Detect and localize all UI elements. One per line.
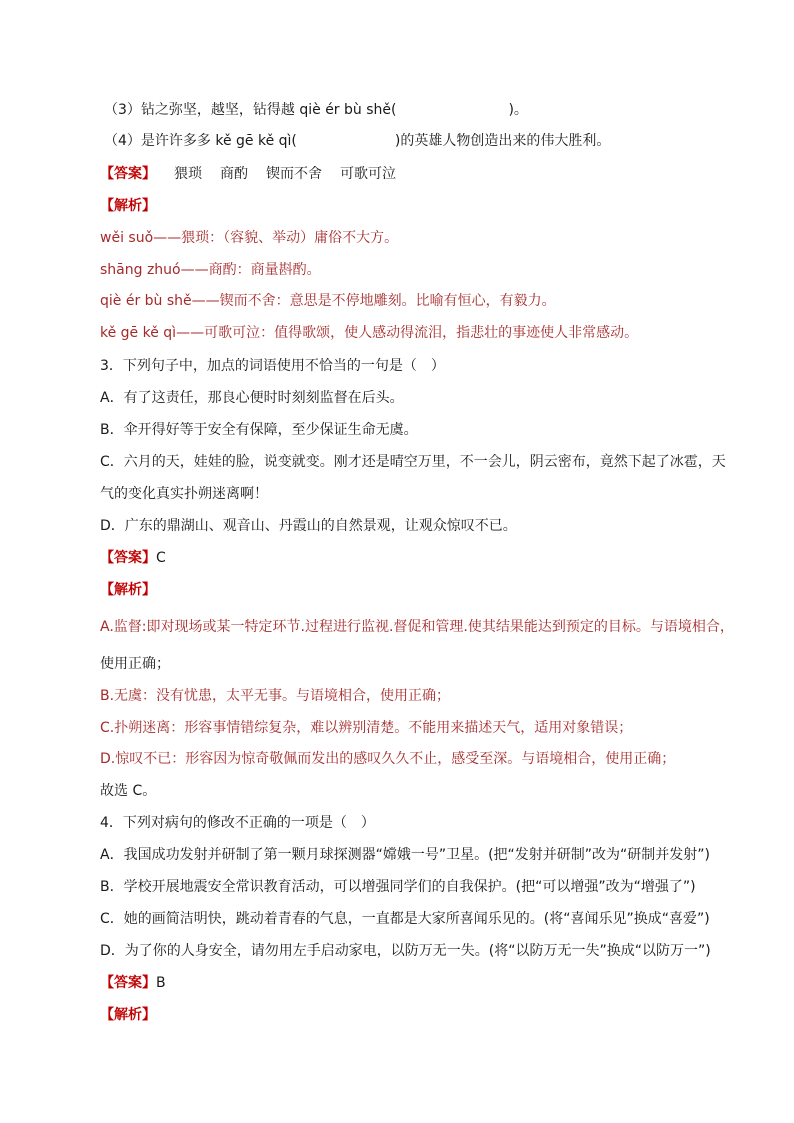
q4-answer xyxy=(100,973,166,993)
q3-stem: 3．下列句子中，加点的词语使用不恰当的一句是（ ） xyxy=(100,358,445,374)
q2-item-4: （4）是许许多多 kě gē kě qì( )的英雄人物创造出来的伟大胜利。 xyxy=(104,133,611,149)
q4-stem: 4．下列对病句的修改不正确的一项是（ ） xyxy=(100,815,375,831)
answer-value: C xyxy=(156,550,166,566)
answer-tag: 【答案】 xyxy=(100,975,156,991)
q3-conclusion: 故选 C。 xyxy=(100,783,157,799)
q3-analysis-a-cont: 使用正确； xyxy=(100,656,170,672)
q4-option-a: A．我国成功发射并研制了第一颗月球探测器“嫦娥一号”卫星。(把“发射并研制”改为“研制并发射”) xyxy=(100,847,711,863)
q4-option-b: B．学校开展地震安全常识教育活动，可以增强同学们的自我保护。(把“可以增强”改为“增强了”) xyxy=(100,879,696,895)
q3-option-b: B．伞开得好等于安全有保障，至少保证生命无虞。 xyxy=(100,422,418,438)
q3-option-c-cont: 气的变化真实扑朔迷离啊！ xyxy=(100,486,268,502)
q3-option-d: D．广东的鼎湖山、观音山、丹霞山的自然景观，让观众惊叹不已。 xyxy=(100,518,517,534)
q2-analysis-tag: 【解析】 xyxy=(100,198,156,214)
q2-item-4-text: （4）是许许多多 kě gē kě qì( xyxy=(104,133,297,149)
q4-option-d: D．为了你的人身安全，请勿用左手启动家电，以防万无一失。(将“以防万无一失”换成“以防万一”) xyxy=(100,943,711,959)
q3-answer xyxy=(100,548,166,568)
q4-option-c: C．她的画简洁明快，跳动着青春的气息，一直都是大家所喜闻乐见的。(将“喜闻乐见”换成“喜爱”) xyxy=(100,911,710,927)
q2-item-3-text: （3）钻之弥坚，越坚，钻得越 qiè ér bù shě( xyxy=(104,102,397,118)
q2-analysis-line: kě gē kě qì——可歌可泣：值得歌颂，使人感动得流泪，指悲壮的事迹使人非常感动。 xyxy=(100,325,639,341)
q3-analysis-c: C.扑朔迷离：形容事情错综复杂，难以辨别清楚。不能用来描述天气，适用对象错误； xyxy=(100,720,633,736)
q3-analysis-b: B.无虞：没有忧患，太平无事。与语境相合，使用正确； xyxy=(100,688,451,704)
q4-analysis-tag: 【解析】 xyxy=(100,1007,156,1023)
q3-analysis-tag: 【解析】 xyxy=(100,582,156,598)
q3-analysis-d: D.惊叹不已：形容因为惊奇敬佩而发出的感叹久久不止，感受至深。与语境相合，使用正确； xyxy=(100,751,676,767)
q2-item-3: （3）钻之弥坚，越坚，钻得越 qiè ér bù shě( )。 xyxy=(104,102,528,118)
q2-answer: 【答案】 猥琐 商酌 锲而不舍 可歌可泣 xyxy=(100,166,396,182)
q2-analysis-line: qiè ér bù shě——锲而不舍：意思是不停地雕刻。比喻有恒心，有毅力。 xyxy=(100,293,556,309)
answer-tag: 【答案】 xyxy=(100,166,156,182)
q2-analysis-line: shāng zhuó——商酌：商量斟酌。 xyxy=(100,262,321,278)
q3-option-a: A．有了这责任，那良心便时时刻刻监督在后头。 xyxy=(100,390,404,406)
q3-option-c: C．六月的天，娃娃的脸，说变就变。刚才还是晴空万里，不一会儿，阴云密布，竟然下起了冰雹，天 xyxy=(100,454,726,470)
answer-value: B xyxy=(156,975,166,991)
q3-analysis-a: A.监督:即对现场或某一特定环节.过程进行监视.督促和管理.使其结果能达到预定的目标。与语境相合， xyxy=(100,619,734,635)
answer-tag: 【答案】 xyxy=(100,550,156,566)
q2-analysis-line: wěi suǒ——猥琐：（容貌、举动）庸俗不大方。 xyxy=(100,230,399,246)
